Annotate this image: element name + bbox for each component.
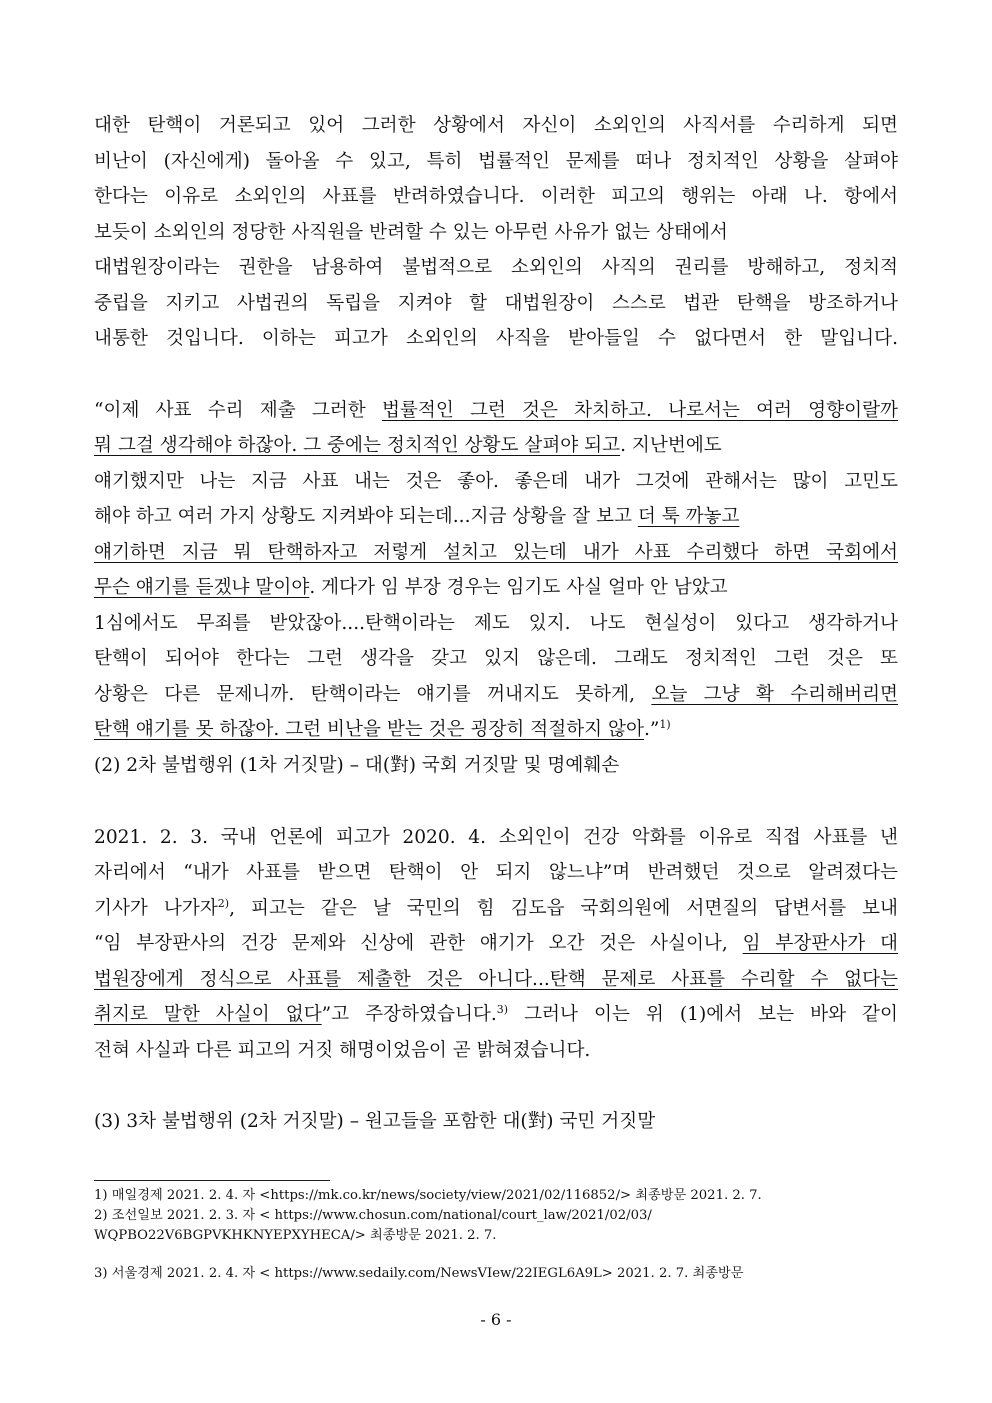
text-line: 상황은 다른 문제니까. 탄핵이라는 얘기를 꺼내지도 못하게, 오늘 그냥 확 수리해버리면 bbox=[94, 683, 898, 705]
underlined-text: 법원장에게 정식으로 사표를 제출한 것은 아니다...탄핵 문제로 사표를 수리할 수 없다는 bbox=[94, 968, 898, 990]
text-line: 얘기했지만 나는 지금 사표 내는 것은 좋아. 좋은데 내가 그것에 관해서는 많이 고민도 bbox=[94, 470, 898, 492]
text-line: 내통한 것입니다. 이하는 피고가 소외인의 사직을 받아들일 수 없다면서 한 말입니다. bbox=[94, 328, 898, 349]
footnote-ref: 1) bbox=[659, 717, 671, 731]
text-line: 대한 탄핵이 거론되고 있어 그러한 상황에서 자신이 소외인의 사직서를 수리하게 되면 bbox=[94, 115, 898, 136]
text-line: 비난이 (자신에게) 돌아올 수 있고, 특히 법률적인 문제를 떠나 정치적인 상황을 살펴야 bbox=[94, 150, 898, 172]
footnotes bbox=[94, 1186, 898, 1284]
underlined-text: 얘기하면 지금 뭐 탄핵하자고 저렇게 설치고 있는데 내가 사표 수리했다 하면 국회에서 bbox=[94, 541, 898, 563]
text-line: “이제 사표 수리 제출 그러한 법률적인 그런 것은 차치하고. 나로서는 여러 영향이랄까 bbox=[94, 399, 898, 421]
footnote-2-continued: WQPBO22V6BGPVKHKNYEPXYHECA/> 최종방문 2021. 2. 7. bbox=[94, 1228, 497, 1243]
document-body bbox=[94, 108, 898, 1140]
text-line: 전혀 사실과 다른 피고의 거짓 해명이었음이 곧 밝혀졌습니다. bbox=[94, 1039, 591, 1061]
text-line: “임 부장판사의 건강 문제와 신상에 관한 얘기가 오간 것은 사실이나, 임 부장판사가 대 bbox=[94, 933, 898, 954]
text-line: 기사가 나가자$^{2)}$, 피고는 같은 날 국민의 힘 김도읍 국회의원에 서면질의 답변서를 보내 bbox=[94, 896, 898, 919]
quotation bbox=[94, 393, 898, 748]
underlined-text: 오늘 그냥 확 수리해버리면 bbox=[651, 683, 898, 705]
footnote-divider bbox=[94, 1180, 330, 1181]
text-line: 뭐 그걸 생각해야 하잖아. 그 중에는 정치적인 상황도 살펴야 되고. 지난번에도 bbox=[94, 435, 722, 456]
text-line: 취지로 말한 사실이 없다”고 주장하였습니다.$^{3)}$ 그러나 이는 위 (1)에서 보는 바와 같이 bbox=[94, 1002, 898, 1025]
footnote-ref: 3) bbox=[496, 1002, 509, 1016]
underlined-text: 더 툭 까놓고 bbox=[637, 506, 740, 527]
text-line: 해야 하고 여러 가지 상황도 지켜봐야 되는데...지금 상황을 잘 보고 더 툭 까놓고 bbox=[94, 506, 740, 527]
underlined-text: 무슨 얘기를 듣겠냐 말이야 bbox=[94, 577, 310, 598]
text-line: 보듯이 소외인의 정당한 사직원을 반려할 수 있는 아무런 사유가 없는 상태에서 bbox=[94, 221, 728, 243]
underlined-text: 뭐 그걸 생각해야 하잖아. 그 중에는 정치적인 상황도 살펴야 되고 bbox=[94, 435, 621, 456]
text-line: 무슨 얘기를 듣겠냐 말이야. 게다가 임 부장 경우는 임기도 사실 얼마 안 남았고 bbox=[94, 577, 728, 598]
page-number: - 6 - bbox=[480, 1310, 512, 1329]
text-line: 중립을 지키고 사법권의 독립을 지켜야 할 대법원장이 스스로 법관 탄핵을 방조하거나 bbox=[94, 292, 898, 314]
footnote-1: 1) 매일경제 2021. 2. 4. 자 <https://mk.co.kr/news/society/view/2021/02/116852/> 최종방문 2021. 2. 7. bbox=[94, 1188, 762, 1203]
footnote-2: 2) 조선일보 2021. 2. 3. 자 < https://www.chosun.com/national/court_law/2021/02/03/ bbox=[94, 1208, 652, 1223]
section-heading-3: (3) 3차 불법행위 (2차 거짓말) – 원고들을 포함한 대(對) 국민 거짓말 bbox=[94, 1111, 656, 1132]
text-line: 탄핵 얘기를 못 하잖아. 그런 비난을 받는 것은 굉장히 적절하지 않아.”$^{1)}$ bbox=[94, 717, 671, 740]
text-line: 2021. 2. 3. 국내 언론에 피고가 2020. 4. 소외인이 건강 악화를 이유로 직접 사표를 낸 bbox=[94, 826, 898, 848]
section-heading-2: (2) 2차 불법행위 (1차 거짓말) – 대(對) 국회 거짓말 및 명예훼손 bbox=[94, 754, 620, 776]
paragraph-1 bbox=[94, 108, 898, 357]
footnote-3: 3) 서울경제 2021. 2. 4. 자 < https://www.sedaily.com/NewsVIew/22IEGL6A9L> 2021. 2. 7. 최종방문 bbox=[94, 1266, 744, 1281]
text-line: 자리에서 “내가 사표를 받으면 탄핵이 안 되지 않느냐”며 반려했던 것으로 알려졌다는 bbox=[94, 862, 898, 883]
underlined-text: 취지로 말한 사실이 없다 bbox=[94, 1004, 322, 1025]
text-line: 한다는 이유로 소외인의 사표를 반려하였습니다. 이러한 피고의 행위는 아래 나. 항에서 bbox=[94, 186, 898, 207]
paragraph-2 bbox=[94, 820, 898, 1069]
underlined-text: 탄핵 얘기를 못 하잖아. 그런 비난을 받는 것은 굉장히 적절하지 않아 bbox=[94, 719, 644, 740]
text-line: 대법원장이라는 권한을 남용하여 불법적으로 소외인의 사직의 권리를 방해하고, 정치적 bbox=[94, 257, 898, 278]
text-line: 1심에서도 무죄를 받았잖아....탄핵이라는 제도 있지. 나도 현실성이 있다고 생각하거나 bbox=[94, 612, 898, 634]
underlined-text: 임 부장판사가 대 bbox=[742, 933, 898, 954]
underlined-text: 법률적인 그런 것은 차치하고. 나로서는 여러 영향이랄까 bbox=[381, 399, 898, 421]
text-line: 탄핵이 되어야 한다는 그런 생각을 갖고 있지 않은데. 그래도 정치적인 그런 것은 또 bbox=[94, 648, 898, 669]
footnote-ref: 2) bbox=[217, 896, 230, 910]
